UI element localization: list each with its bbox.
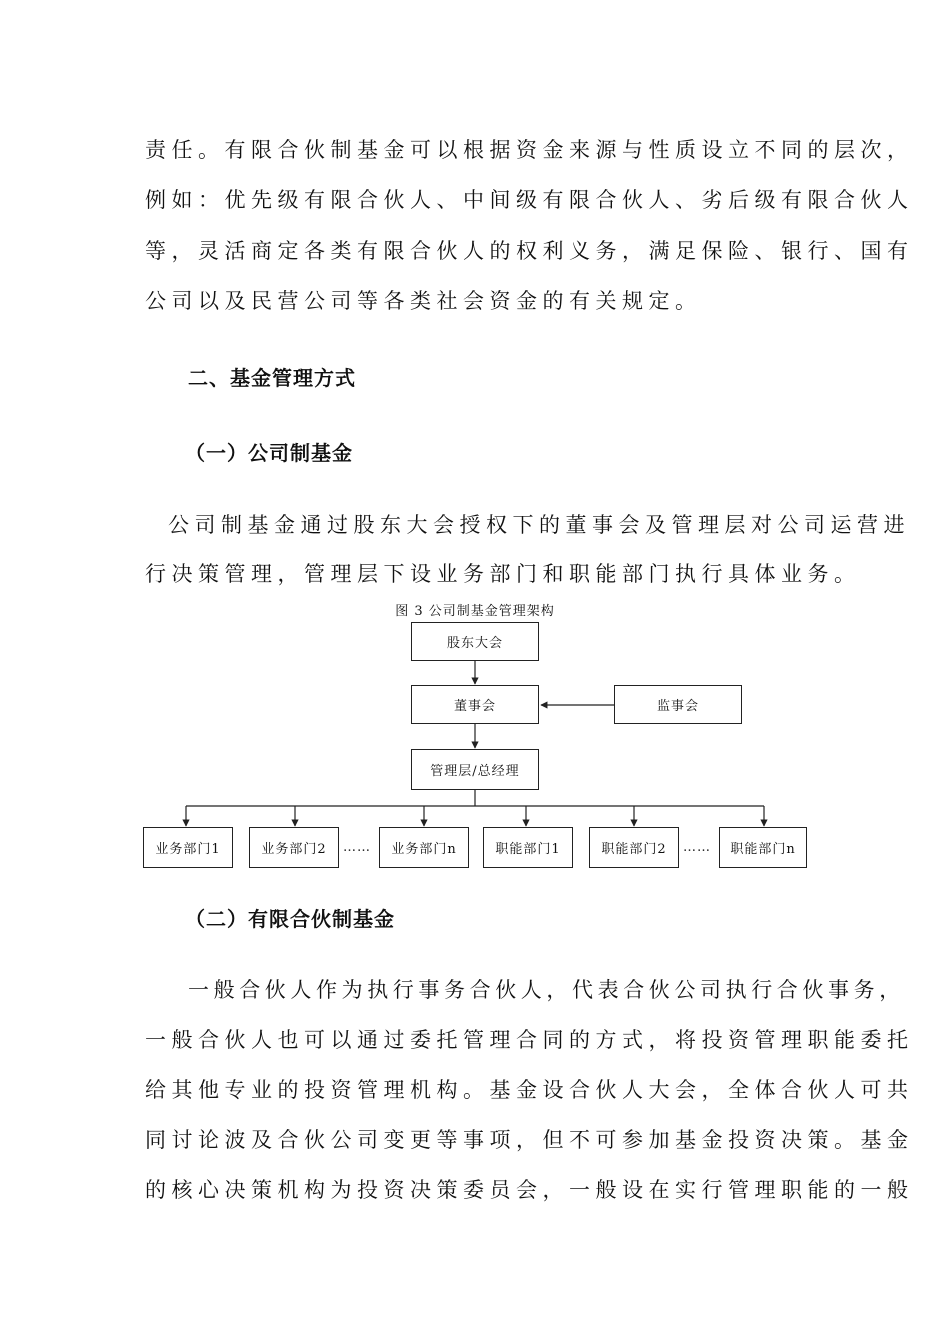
board-of-directors-box: 董事会	[411, 685, 539, 724]
supervisory-board-box: 监事会	[614, 685, 742, 724]
department-box: 职能部门n	[719, 827, 807, 868]
section-heading: 二、基金管理方式	[188, 366, 356, 390]
department-box: 业务部门2	[249, 827, 339, 868]
paragraph-3-line: 一般合伙人也可以通过委托管理合同的方式，将投资管理职能委托	[145, 1028, 914, 1052]
management-box: 管理层/总经理	[411, 749, 539, 790]
ellipsis: ……	[343, 840, 371, 855]
subsection-heading: （二）有限合伙制基金	[185, 907, 395, 931]
paragraph-3-line: 给其他专业的投资管理机构。基金设合伙人大会，全体合伙人可共	[145, 1078, 914, 1102]
ellipsis: ……	[683, 840, 711, 855]
paragraph-1-line: 例如：优先级有限合伙人、中间级有限合伙人、劣后级有限合伙人	[145, 188, 914, 212]
paragraph-1-line: 等，灵活商定各类有限合伙人的权利义务，满足保险、银行、国有	[145, 239, 914, 263]
paragraph-3-line: 的核心决策机构为投资决策委员会，一般设在实行管理职能的一般	[145, 1178, 914, 1202]
paragraph-2-line: 公司制基金通过股东大会授权下的董事会及管理层对公司运营进	[168, 513, 910, 537]
paragraph-3-line: 同讨论波及合伙公司变更等事项，但不可参加基金投资决策。基金	[145, 1128, 914, 1152]
paragraph-1-line: 责任。有限合伙制基金可以根据资金来源与性质设立不同的层次，	[145, 138, 914, 162]
department-box: 业务部门1	[143, 827, 233, 868]
subsection-heading: （一）公司制基金	[185, 441, 353, 465]
paragraph-2-line: 行决策管理，管理层下设业务部门和职能部门执行具体业务。	[145, 562, 861, 586]
paragraph-1-line: 公司以及民营公司等各类社会资金的有关规定。	[145, 289, 702, 313]
department-box: 业务部门n	[379, 827, 469, 868]
department-box: 职能部门1	[483, 827, 573, 868]
department-box: 职能部门2	[589, 827, 679, 868]
figure-caption: 图 3 公司制基金管理架构	[395, 604, 555, 619]
shareholders-meeting-box: 股东大会	[411, 622, 539, 661]
paragraph-3-line: 一般合伙人作为执行事务合伙人，代表合伙公司执行合伙事务，	[188, 978, 905, 1002]
